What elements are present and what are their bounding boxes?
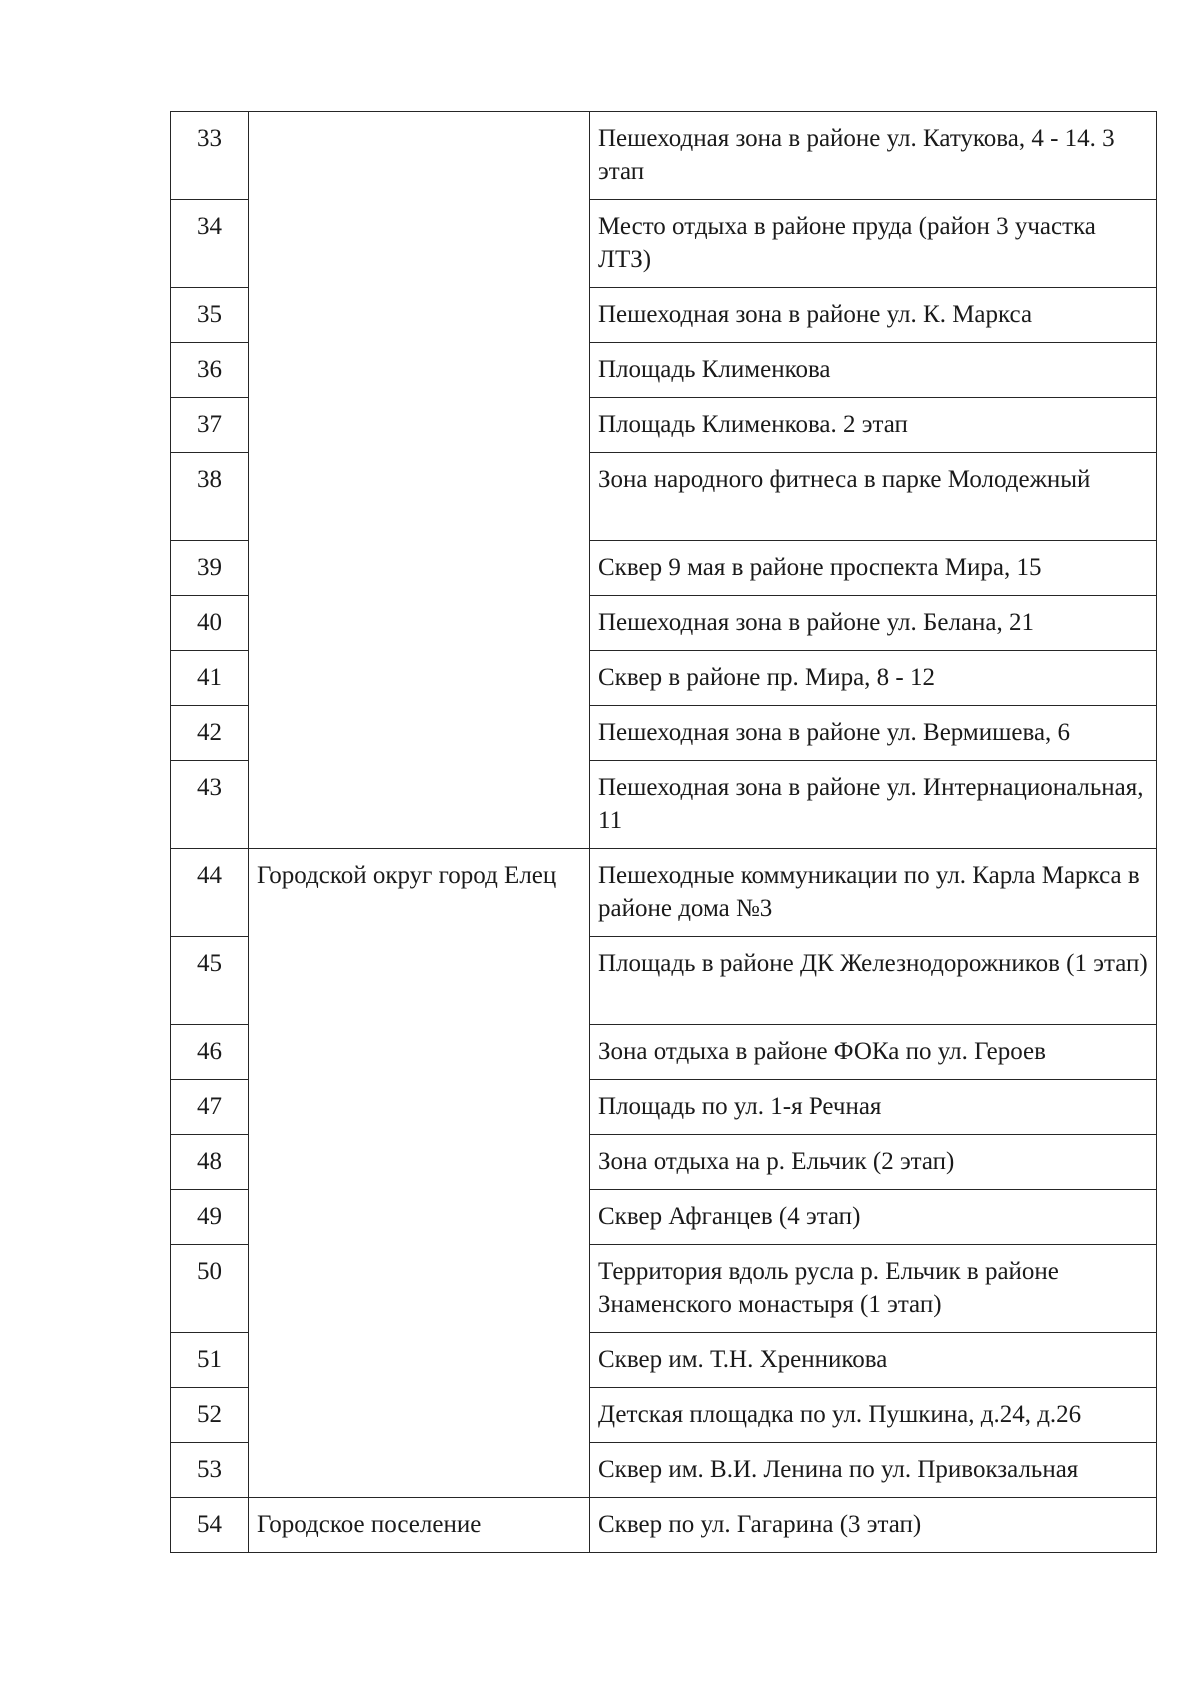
- document-table: [170, 111, 1157, 1553]
- object-name: Сквер 9 мая в районе проспекта Мира, 15: [590, 541, 1157, 596]
- row-number: 44: [171, 849, 249, 937]
- row-number: 45: [171, 937, 249, 1025]
- row-number: 35: [171, 288, 249, 343]
- row-number: 48: [171, 1135, 249, 1190]
- row-number: 42: [171, 706, 249, 761]
- table-row: [171, 849, 1157, 937]
- municipality-cell: [249, 112, 590, 849]
- row-number: 41: [171, 651, 249, 706]
- row-number: 52: [171, 1388, 249, 1443]
- row-number: 38: [171, 453, 249, 541]
- object-name: Детская площадка по ул. Пушкина, д.24, д.26: [590, 1388, 1157, 1443]
- object-name: Пешеходные коммуникации по ул. Карла Маркса в районе дома №3: [590, 849, 1157, 937]
- row-number: 53: [171, 1443, 249, 1498]
- row-number: 36: [171, 343, 249, 398]
- object-name: Площадь в районе ДК Железнодорожников (1 этап): [590, 937, 1157, 1025]
- row-number: 37: [171, 398, 249, 453]
- object-name: Пешеходная зона в районе ул. К. Маркса: [590, 288, 1157, 343]
- table-body: [171, 112, 1157, 1553]
- row-number: 54: [171, 1498, 249, 1553]
- object-name: Зона народного фитнеса в парке Молодежный: [590, 453, 1157, 541]
- table-row: [171, 112, 1157, 200]
- object-name: Площадь Клименкова. 2 этап: [590, 398, 1157, 453]
- object-name: Площадь Клименкова: [590, 343, 1157, 398]
- object-name: Сквер им. Т.Н. Хренникова: [590, 1333, 1157, 1388]
- object-name: Зона отдыха в районе ФОКа по ул. Героев: [590, 1025, 1157, 1080]
- row-number: 46: [171, 1025, 249, 1080]
- municipality-cell: Городской округ город Елец: [249, 849, 590, 1498]
- object-name: Площадь по ул. 1-я Речная: [590, 1080, 1157, 1135]
- row-number: 43: [171, 761, 249, 849]
- object-name: Сквер им. В.И. Ленина по ул. Привокзальная: [590, 1443, 1157, 1498]
- object-name: Сквер по ул. Гагарина (3 этап): [590, 1498, 1157, 1553]
- row-number: 51: [171, 1333, 249, 1388]
- object-name: Территория вдоль русла р. Ельчик в районе Знаменского монастыря (1 этап): [590, 1245, 1157, 1333]
- row-number: 40: [171, 596, 249, 651]
- row-number: 50: [171, 1245, 249, 1333]
- row-number: 33: [171, 112, 249, 200]
- object-name: Сквер в районе пр. Мира, 8 - 12: [590, 651, 1157, 706]
- object-name: Сквер Афганцев (4 этап): [590, 1190, 1157, 1245]
- object-name: Пешеходная зона в районе ул. Вермишева, 6: [590, 706, 1157, 761]
- row-number: 39: [171, 541, 249, 596]
- object-name: Пешеходная зона в районе ул. Белана, 21: [590, 596, 1157, 651]
- object-name: Пешеходная зона в районе ул. Интернациональная, 11: [590, 761, 1157, 849]
- table-row: [171, 1498, 1157, 1553]
- object-name: Пешеходная зона в районе ул. Катукова, 4 - 14. 3 этап: [590, 112, 1157, 200]
- municipality-cell: Городское поселение: [249, 1498, 590, 1553]
- row-number: 34: [171, 200, 249, 288]
- row-number: 47: [171, 1080, 249, 1135]
- object-name: Место отдыха в районе пруда (район 3 участка ЛТЗ): [590, 200, 1157, 288]
- row-number: 49: [171, 1190, 249, 1245]
- object-name: Зона отдыха на р. Ельчик (2 этап): [590, 1135, 1157, 1190]
